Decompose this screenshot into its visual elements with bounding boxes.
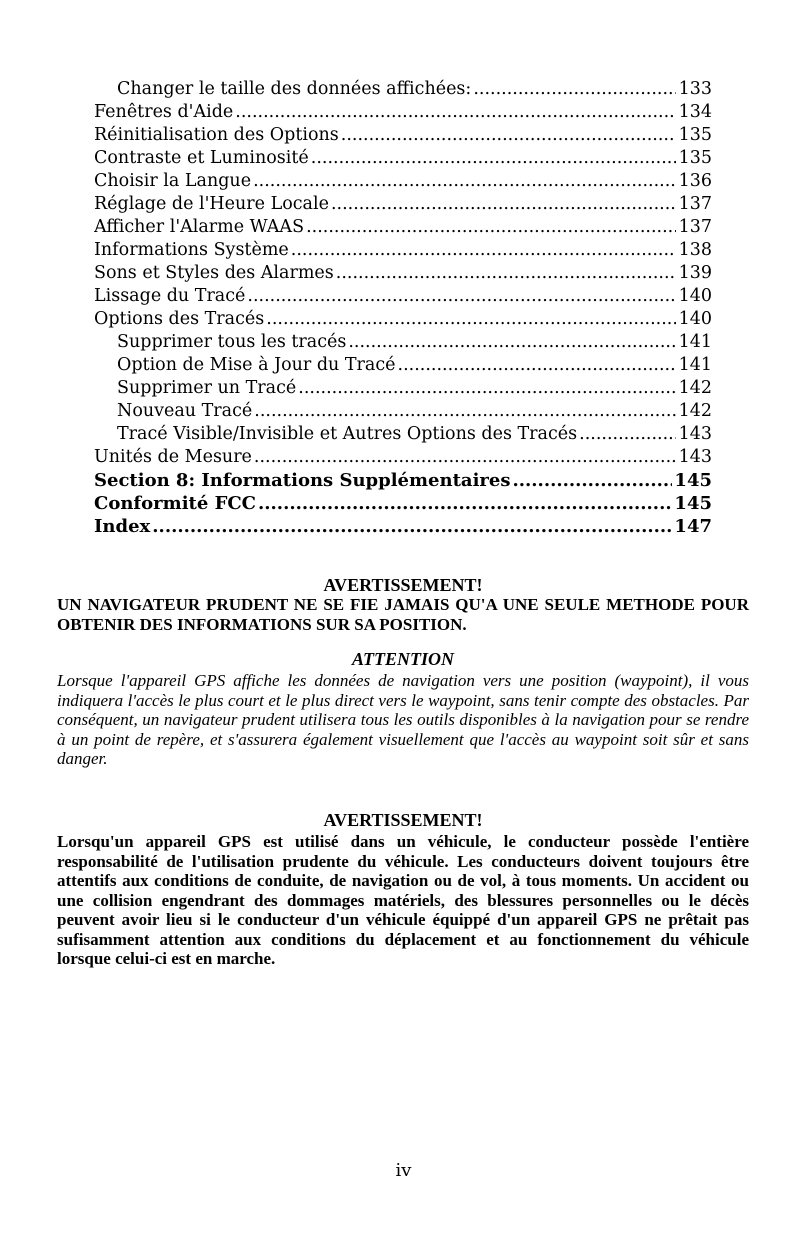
toc-leader-dots [473, 78, 676, 101]
toc-entry-page: 141 [678, 332, 712, 352]
toc-leader-dots [247, 285, 676, 308]
toc-leader-dots [266, 308, 676, 331]
toc-leader-dots [253, 170, 676, 193]
toc-entry [94, 124, 712, 147]
toc-entry-page: 142 [678, 378, 712, 398]
toc-entry-title: Réglage de l'Heure Locale [94, 194, 329, 214]
toc-entry-page: 140 [678, 286, 712, 306]
toc-entry-page: 139 [678, 263, 712, 283]
caution-block [57, 649, 749, 769]
toc-entry [94, 354, 712, 377]
toc-entry-title: Unités de Mesure [94, 447, 252, 467]
toc-leader-dots [298, 377, 676, 400]
toc-entry [94, 423, 712, 446]
toc-leader-dots [306, 216, 676, 239]
toc-leader-dots [235, 101, 676, 124]
toc-entry [94, 170, 712, 193]
toc-entry-page: 135 [678, 148, 712, 168]
toc-entry [94, 469, 712, 492]
toc-entry-page: 135 [678, 125, 712, 145]
toc-entry-title: Option de Mise à Jour du Tracé [117, 355, 396, 375]
toc-entry [94, 239, 712, 262]
toc-entry [94, 308, 712, 331]
toc-entry [94, 377, 712, 400]
toc-entry [94, 285, 712, 308]
toc-entry-page: 142 [678, 401, 712, 421]
caution-text: Lorsque l'appareil GPS affiche les données de navigation vers une position (waypoint), il vous indiquera l'accès le plus court et le plus direct vers le waypoint, sans tenir compte des obstacles. Par conséquent, un navigateur prudent utilisera tous les outils disponibles à la navigation pour se rendre à un point de repère, et s'assurera également visuellement que l'accès au waypoint soit sûr et sans danger. [57, 671, 749, 768]
toc-entry-page: 147 [674, 516, 712, 537]
toc-leader-dots [258, 492, 672, 515]
toc-entry [94, 331, 712, 354]
toc-leader-dots [336, 262, 676, 285]
toc-leader-dots [331, 193, 676, 216]
toc-entry-title: Supprimer tous les tracés [117, 332, 347, 352]
toc-leader-dots [348, 331, 676, 354]
toc-entry-page: 138 [678, 240, 712, 260]
toc-entry-title: Fenêtres d'Aide [94, 102, 234, 122]
warning-block-vehicle [57, 810, 749, 969]
toc-leader-dots [254, 400, 676, 423]
toc-entry-page: 137 [678, 194, 712, 214]
toc-entry [94, 446, 712, 469]
toc-entry [94, 262, 712, 285]
toc-leader-dots [291, 239, 676, 262]
toc-entry-title: Contraste et Luminosité [94, 148, 309, 168]
toc-entry-page: 143 [678, 424, 712, 444]
toc-entry-page: 145 [674, 470, 712, 491]
toc-entry-title: Section 8: Informations Supplémentaires [94, 470, 511, 491]
toc-entry-title: Choisir la Langue [94, 171, 252, 191]
toc-leader-dots [512, 469, 672, 492]
toc-entry-page: 137 [678, 217, 712, 237]
warning-text: Lorsqu'un appareil GPS est utilisé dans un véhicule, le conducteur possède l'entière responsabilité de l'utilisation prudente du véhicule. Les conducteurs doivent toujours être attentifs aux conditions de conduite, de navigation ou de vol, à tous moments. Un accident ou une collision engendrant des dommages matériels, des blessures personnelles ou le décès peuvent avoir lieu si le conducteur d'un véhicule équippé d'un appareil GPS ne prêtait pas sufisamment attention aux conditions du déplacement et au fonctionnement du véhicule lorsque celui-ci est en marche. [57, 832, 749, 968]
page-number: iv [395, 1160, 412, 1181]
warning-heading: AVERTISSEMENT! [323, 575, 483, 595]
toc-leader-dots [341, 124, 676, 147]
toc-entry-title: Lissage du Tracé [94, 286, 246, 306]
toc-entry-title: Sons et Styles des Alarmes [94, 263, 334, 283]
toc-entry-title: Index [94, 516, 151, 537]
toc-entry-title: Nouveau Tracé [117, 401, 253, 421]
table-of-contents [94, 78, 712, 538]
toc-entry [94, 101, 712, 124]
toc-entry [94, 216, 712, 239]
toc-leader-dots [311, 147, 676, 170]
toc-entry-title: Options des Tracés [94, 309, 265, 329]
toc-entry-title: Changer le taille des données affichées: [117, 79, 472, 99]
toc-entry-page: 133 [678, 79, 712, 99]
caution-heading: ATTENTION [351, 649, 454, 669]
warning-heading: AVERTISSEMENT! [323, 810, 483, 830]
warning-block-navigation [57, 575, 749, 634]
toc-entry-page: 141 [678, 355, 712, 375]
toc-entry [94, 193, 712, 216]
toc-entry-title: Conformité FCC [94, 493, 256, 514]
warning-text: UN NAVIGATEUR PRUDENT NE SE FIE JAMAIS QU'A UNE SEULE METHODE POUR OBTENIR DES INFORMATIONS SUR SA POSITION. [57, 595, 749, 634]
toc-entry-title: Informations Système [94, 240, 289, 260]
toc-entry [94, 78, 712, 101]
toc-entry [94, 492, 712, 515]
toc-entry-page: 134 [678, 102, 712, 122]
toc-entry-title: Tracé Visible/Invisible et Autres Options des Tracés [117, 424, 578, 444]
toc-entry [94, 147, 712, 170]
toc-entry-page: 136 [678, 171, 712, 191]
toc-leader-dots [152, 515, 672, 538]
toc-leader-dots [398, 354, 677, 377]
toc-entry-title: Afficher l'Alarme WAAS [94, 217, 305, 237]
toc-leader-dots [254, 446, 676, 469]
toc-entry [94, 400, 712, 423]
toc-entry-title: Réinitialisation des Options [94, 125, 339, 145]
toc-entry-page: 140 [678, 309, 712, 329]
toc-entry-title: Supprimer un Tracé [117, 378, 297, 398]
toc-entry-page: 145 [674, 493, 712, 514]
toc-entry-page: 143 [678, 447, 712, 467]
toc-entry [94, 515, 712, 538]
toc-leader-dots [579, 423, 676, 446]
